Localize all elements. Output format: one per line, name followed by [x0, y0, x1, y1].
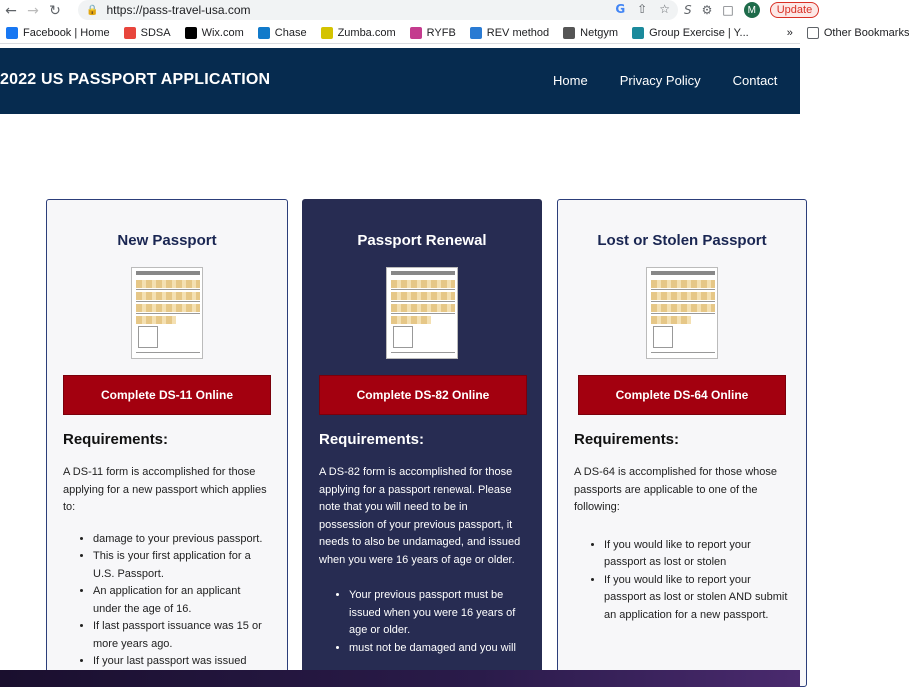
bookmark-label: RYFB	[427, 27, 456, 39]
bookmark-favicon-icon	[6, 27, 18, 39]
browser-toolbar	[0, 0, 800, 22]
requirements-text: A DS-82 form is accomplished for those applying for a passport renewal. Please note that you will need to be in possession of your previous passport, it needs to also be undamaged, and issued when you were 16 years of age or older.	[319, 464, 525, 569]
bookmark-favicon-icon	[321, 27, 333, 39]
bookmark-favicon-icon	[470, 27, 482, 39]
list-item: • Your previous passport must be issued when you were 16 years of age or older.	[349, 587, 525, 640]
requirements-list	[319, 587, 525, 657]
site-nav	[553, 73, 875, 88]
card-lost-stolen-passport	[557, 199, 807, 687]
bookmark-favicon-icon	[185, 27, 197, 39]
requirements-text: A DS-11 form is accomplished for those applying for a new passport which applies to:	[63, 464, 271, 517]
bookmark-favicon-icon	[563, 27, 575, 39]
ds64-form-image	[646, 267, 718, 359]
bookmark-item[interactable]	[124, 27, 171, 39]
list-item: • This is your first application for a U.S. Passport.	[93, 548, 271, 583]
bookmarks-bar	[0, 22, 800, 44]
avatar[interactable]: M	[744, 2, 760, 18]
nav-contact[interactable]: Contact	[733, 73, 778, 88]
complete-ds64-button[interactable]: Complete DS-64 Online	[578, 375, 786, 415]
dock-background	[0, 670, 800, 687]
card-title: Lost or Stolen Passport	[574, 232, 790, 252]
share-icon[interactable]: ⇧	[637, 2, 647, 16]
puzzle-icon[interactable]: ⚙	[702, 3, 713, 17]
star-icon[interactable]: ☆	[659, 2, 670, 16]
bookmark-favicon-icon	[124, 27, 136, 39]
bookmark-item[interactable]	[410, 27, 456, 39]
list-item: • damage to your previous passport.	[93, 531, 271, 549]
bookmark-item[interactable]	[258, 27, 307, 39]
ds11-form-image	[131, 267, 203, 359]
requirements-list	[63, 531, 271, 688]
nav-privacy-policy[interactable]: Privacy Policy	[620, 73, 701, 88]
update-button[interactable]: Update	[770, 2, 819, 18]
lock-icon: 🔒	[86, 5, 98, 16]
card-title: New Passport	[63, 232, 271, 252]
list-item: • An application for an applicant under the age of 16.	[93, 583, 271, 618]
bookmark-favicon-icon	[410, 27, 422, 39]
forward-icon[interactable]: →	[22, 0, 44, 22]
bookmarks-overflow-icon[interactable]: »	[787, 27, 793, 39]
folder-icon	[807, 27, 819, 39]
card-new-passport	[46, 199, 288, 687]
bookmark-label: Zumba.com	[338, 27, 396, 39]
requirements-list	[574, 537, 790, 625]
bookmark-item[interactable]	[632, 27, 749, 39]
back-icon[interactable]: ←	[0, 0, 22, 22]
bookmark-item[interactable]	[185, 27, 244, 39]
complete-ds82-button[interactable]: Complete DS-82 Online	[319, 375, 527, 415]
bookmark-label: Wix.com	[202, 27, 244, 39]
bookmark-label: Facebook | Home	[23, 27, 110, 39]
site-title: 2022 US PASSPORT APPLICATION	[0, 71, 270, 89]
url-text: https://pass-travel-usa.com	[106, 3, 250, 17]
extension-s-icon[interactable]: S	[684, 3, 692, 17]
list-item: • If you would like to report your passport as lost or stolen AND submit an application for a new passport.	[604, 572, 790, 625]
complete-ds11-button[interactable]: Complete DS-11 Online	[63, 375, 271, 415]
sidepanel-icon[interactable]: □	[722, 3, 733, 17]
bookmark-label: Netgym	[580, 27, 618, 39]
nav-home[interactable]: Home	[553, 73, 588, 88]
reload-icon[interactable]: ↻	[44, 0, 66, 22]
list-item: • If your last passport was issued	[93, 653, 271, 688]
list-item: • must not be damaged and you will	[349, 640, 525, 658]
bookmark-favicon-icon	[632, 27, 644, 39]
card-title: Passport Renewal	[319, 232, 525, 252]
address-bar[interactable]	[78, 0, 678, 20]
requirements-heading: Requirements:	[574, 431, 790, 448]
bookmark-label: SDSA	[141, 27, 171, 39]
ds82-form-image	[386, 267, 458, 359]
site-header	[0, 48, 800, 114]
google-icon[interactable]: G	[615, 2, 625, 16]
bookmark-item[interactable]	[470, 27, 549, 39]
bookmark-label: Chase	[275, 27, 307, 39]
card-passport-renewal	[302, 199, 542, 687]
list-item: • If you would like to report your passport as lost or stolen	[604, 537, 790, 572]
bookmark-item[interactable]	[321, 27, 396, 39]
bookmark-label: REV method	[487, 27, 549, 39]
requirements-text: A DS-64 is accomplished for those whose passports are applicable to one of the following:	[574, 464, 790, 517]
bookmark-label: Group Exercise | Y...	[649, 27, 749, 39]
other-bookmarks-label: Other Bookmarks	[824, 27, 909, 39]
requirements-heading: Requirements:	[63, 431, 271, 448]
bookmark-favicon-icon	[258, 27, 270, 39]
nav-about[interactable]: About	[809, 73, 843, 88]
requirements-heading: Requirements:	[319, 431, 525, 448]
bookmark-item[interactable]	[563, 27, 618, 39]
other-bookmarks-folder[interactable]	[807, 27, 909, 39]
bookmark-item[interactable]	[6, 27, 110, 39]
list-item: • If last passport issuance was 15 or more years ago.	[93, 618, 271, 653]
